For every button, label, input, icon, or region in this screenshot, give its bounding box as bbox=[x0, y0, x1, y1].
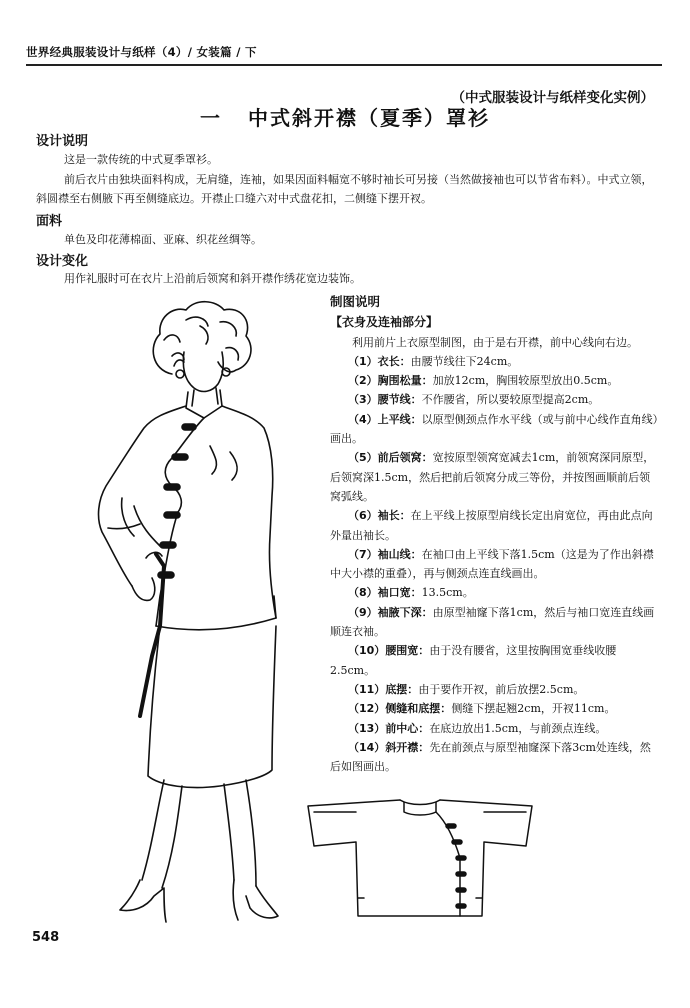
drafting-item-number: （11） bbox=[348, 682, 386, 696]
drafting-item-number: （2） bbox=[348, 374, 378, 388]
drafting-item-text: 不作腰省，所以要较原型提高2cm。 bbox=[421, 393, 600, 407]
drafting-item bbox=[330, 371, 660, 390]
skirt bbox=[148, 626, 276, 788]
drafting-heading: 制图说明 bbox=[330, 294, 381, 309]
drafting-item bbox=[330, 738, 660, 777]
drafting-item-text: 加放12cm，胸围较原型放出0.5cm。 bbox=[432, 374, 619, 388]
drafting-item-term: 袖口宽： bbox=[377, 586, 422, 600]
title-text: 中式斜开襟（夏季）罩衫 bbox=[248, 106, 490, 130]
drafting-item-term: 底摆： bbox=[385, 682, 419, 696]
drafting-item bbox=[330, 390, 660, 409]
page-title bbox=[0, 102, 690, 131]
drafting-item-text: 13.5cm。 bbox=[421, 586, 474, 600]
drafting-items bbox=[330, 352, 660, 777]
frog-buttons bbox=[158, 424, 196, 578]
drafting-item-text: 由原型袖窿下落1cm，然后与袖口宽连直线画顺连衣袖。 bbox=[330, 605, 655, 639]
drafting-item-number: （14） bbox=[348, 740, 386, 754]
drafting-item bbox=[330, 603, 660, 642]
drafting-item-term: 斜开襟： bbox=[385, 740, 430, 754]
drafting-item-term: 袖山线： bbox=[377, 547, 422, 561]
running-header: 世界经典服装设计与纸样（4）/ 女装篇 / 下 bbox=[26, 44, 662, 66]
fashion-illustration bbox=[60, 296, 330, 936]
drafting-item bbox=[330, 680, 660, 699]
drafting-subheading: 【衣身及连袖部分】 bbox=[330, 315, 439, 330]
hair bbox=[153, 302, 251, 374]
drafting-item-text: 由于要作开衩，前后放摆2.5cm。 bbox=[418, 682, 585, 696]
drafting-item-number: （7） bbox=[348, 547, 378, 561]
drafting-intro: 利用前片上衣原型制图，由于是右开襟，前中心线向右边。 bbox=[352, 335, 638, 349]
drafting-item-number: （4） bbox=[348, 412, 378, 426]
drafting-item-text: 侧缝下摆起翘2cm，开衩11cm。 bbox=[451, 702, 616, 716]
drafting-item bbox=[330, 583, 660, 602]
legs bbox=[120, 780, 278, 922]
drafting-item bbox=[330, 641, 660, 680]
design-notes-para-2: 前后衣片由独块面料构成，无肩缝，连袖，如果因面料幅宽不够时袖长可另接（当然做接袖也可以节省布料）。中式立领，斜圆襟至右侧腋下再至侧缝底边。开襟止口缝六对中式盘花扣，二侧缝下摆开衩。 bbox=[36, 173, 653, 205]
variation-text: 用作礼服时可在衣片上沿前后领窝和斜开襟作绣花宽边装饰。 bbox=[64, 272, 361, 285]
design-notes-heading: 设计说明 bbox=[36, 134, 89, 149]
drafting-item-term: 衣长： bbox=[377, 354, 411, 368]
title-number: 一 bbox=[200, 106, 222, 130]
drafting-item-number: （13） bbox=[348, 721, 386, 735]
drafting-item-number: （12） bbox=[348, 702, 386, 716]
drafting-item-term: 前后领窝： bbox=[377, 451, 433, 465]
drafting-section bbox=[330, 292, 660, 776]
fabric-heading: 面料 bbox=[36, 214, 63, 229]
drafting-item-term: 前中心： bbox=[385, 721, 430, 735]
drafting-item bbox=[330, 410, 660, 449]
drafting-item-term: 腰节线： bbox=[377, 393, 422, 407]
drafting-item-text: 由于没有腰省，这里按胸围宽垂线收腰2.5cm。 bbox=[330, 644, 617, 677]
drafting-item-number: （6） bbox=[348, 509, 378, 523]
drafting-item-text: 在袖口由上平线下落1.5cm（这是为了作出斜襟中大小襟的重叠），再与侧颈点连直线画出。 bbox=[330, 547, 654, 581]
drafting-item bbox=[330, 506, 660, 545]
variation-heading: 设计变化 bbox=[36, 254, 89, 269]
drafting-item-number: （3） bbox=[348, 393, 378, 407]
drafting-item-text: 宽按原型领窝宽减去1cm，前领窝深同原型，后领窝深1.5cm，然后把前后领窝分成三等份，并按图画顺前后领窝弧线。 bbox=[330, 451, 655, 503]
drafting-item-term: 袖腋下深： bbox=[377, 605, 433, 619]
drafting-item-text: 由腰节线往下24cm。 bbox=[410, 354, 519, 368]
design-notes-para-1: 这是一款传统的中式夏季罩衫。 bbox=[64, 153, 218, 166]
fabric-text: 单色及印花薄棉面、亚麻、织花丝绸等。 bbox=[64, 233, 262, 246]
drafting-item-term: 胸围松量： bbox=[377, 374, 433, 388]
garment-flat-drawing bbox=[300, 792, 540, 922]
drafting-item-text: 先在前颈点与原型袖窿深下落3cm处连线，然后如图画出。 bbox=[330, 740, 651, 774]
drafting-item-number: （9） bbox=[348, 605, 378, 619]
drafting-item-number: （1） bbox=[348, 354, 378, 368]
drafting-item bbox=[330, 719, 660, 738]
drafting-item-text: 在底边放出1.5cm，与前颈点连线。 bbox=[429, 721, 607, 735]
drafting-item-text: 在上平线上按原型肩线长定出肩宽位，再由此点向外量出袖长。 bbox=[330, 509, 653, 542]
drafting-item-term: 袖长： bbox=[377, 509, 411, 523]
section-subtitle: （中式服装设计与纸样变化实例） bbox=[451, 90, 654, 106]
drafting-item bbox=[330, 545, 660, 584]
drafting-item-number: （10） bbox=[348, 644, 386, 658]
drafting-item-number: （5） bbox=[348, 451, 378, 465]
drafting-item-text: 以原型侧颈点作水平线（或与前中心线作直角线）画出。 bbox=[330, 412, 659, 446]
drafting-item bbox=[330, 448, 660, 506]
drafting-item bbox=[330, 699, 660, 718]
drafting-item-term: 上平线： bbox=[377, 412, 422, 426]
page-number: 548 bbox=[32, 930, 60, 945]
drafting-item-number: （8） bbox=[348, 586, 378, 600]
drafting-item-term: 侧缝和底摆： bbox=[385, 702, 452, 716]
drafting-item bbox=[330, 352, 660, 371]
drafting-item-term: 腰围宽： bbox=[385, 644, 430, 658]
